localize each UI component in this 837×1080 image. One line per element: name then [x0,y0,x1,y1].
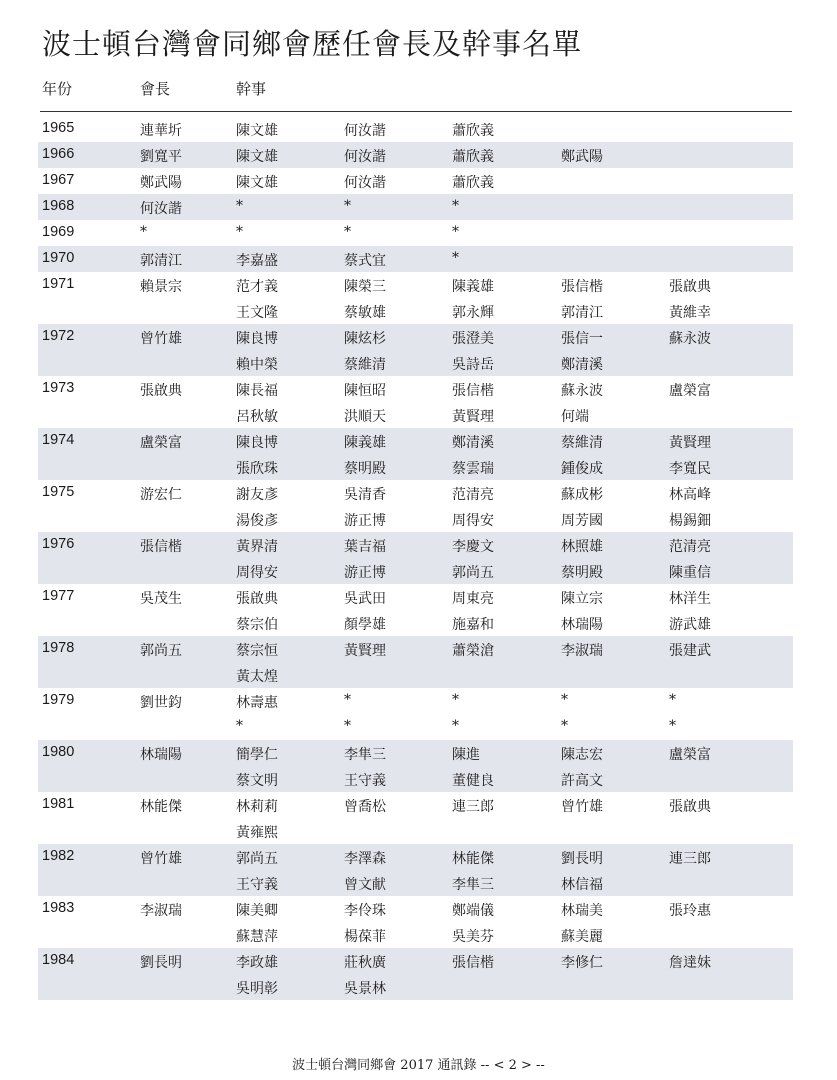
officer-cell: * [452,692,459,708]
officer-cell: 吳美芬 [452,929,494,945]
officer-cell: * [236,718,243,734]
officer-cell: 林能傑 [452,851,494,867]
officer-cell: * [452,718,459,734]
officer-cell: 李寬民 [669,461,711,477]
officer-cell: 吳景林 [344,981,386,997]
table-row [0,922,837,948]
officer-cell: * [236,224,243,240]
president-cell: 曾竹雄 [140,851,182,867]
officer-cell: 黃太煌 [236,669,278,685]
table-row [0,740,837,766]
officer-cell: 曾文献 [344,877,386,893]
table-row [0,350,837,376]
officer-cell: 黃賢理 [344,643,386,659]
table-row [0,636,837,662]
officer-cell: 陳義雄 [452,279,494,295]
year-block [0,740,837,792]
year-block [0,532,837,584]
table-row [0,376,837,402]
officer-cell: 吳武田 [344,591,386,607]
officer-cell: 陳文雄 [236,149,278,165]
year-cell: 1965 [42,120,75,136]
officer-cell: 張啟典 [669,279,711,295]
officer-cell: 周東亮 [452,591,494,607]
officer-cell: 林洋生 [669,591,711,607]
officer-cell: 陳恒昭 [344,383,386,399]
officer-cell: 許高文 [561,773,603,789]
officer-cell: 范才義 [236,279,278,295]
president-cell: 劉寬平 [140,149,182,165]
officer-cell: 李政雄 [236,955,278,971]
officer-cell: 蔡維清 [561,435,603,451]
officer-cell: 鄭端儀 [452,903,494,919]
officer-cell: 蔡雲瑞 [452,461,494,477]
officer-cell: 董健良 [452,773,494,789]
table-row [0,974,837,1000]
table-row [0,220,837,246]
table-row [0,142,837,168]
table-row [0,272,837,298]
officer-cell: 陳榮三 [344,279,386,295]
officer-cell: 蔡維清 [344,357,386,373]
year-block [0,688,837,740]
roster-table [0,116,837,1000]
president-cell: 曾竹雄 [140,331,182,347]
officer-cell: * [669,718,676,734]
officer-cell: 蘇美麗 [561,929,603,945]
column-header-officers: 幹事 [236,80,267,98]
officer-cell: 陳進 [452,747,480,763]
year-block [0,948,837,1000]
table-row [0,506,837,532]
table-row [0,116,837,142]
officer-cell: 蔡敏雄 [344,305,386,321]
officer-cell: 蕭欣義 [452,149,494,165]
year-block [0,844,837,896]
officer-cell: 郭永輝 [452,305,494,321]
officer-cell: 蘇永波 [561,383,603,399]
year-block [0,584,837,636]
officer-cell: 林瑞美 [561,903,603,919]
officer-cell: 周得安 [452,513,494,529]
officer-cell: 張信楷 [561,279,603,295]
officer-cell: 蔡明殿 [344,461,386,477]
year-cell: 1974 [42,432,75,448]
year-block [0,194,837,220]
officer-cell: 郭尚五 [236,851,278,867]
year-block [0,272,837,324]
year-block [0,324,837,376]
officer-cell: 張建武 [669,643,711,659]
table-row [0,480,837,506]
table-row [0,324,837,350]
officer-cell: 蔡宗伯 [236,617,278,633]
table-row [0,714,837,740]
president-cell: 吳茂生 [140,591,182,607]
officer-cell: 黃雍熙 [236,825,278,841]
officer-cell: 呂秋敏 [236,409,278,425]
officer-cell: 李嘉盛 [236,253,278,269]
officer-cell: 黃賢理 [452,409,494,425]
table-row [0,948,837,974]
officer-cell: * [669,692,676,708]
officer-cell: 黃界清 [236,539,278,555]
officer-cell: 葉吉福 [344,539,386,555]
year-block [0,636,837,688]
officer-cell: 楊錫鈿 [669,513,711,529]
president-cell: 劉長明 [140,955,182,971]
officer-cell: 蕭欣義 [452,123,494,139]
column-header-president: 會長 [140,80,171,98]
year-block [0,220,837,246]
year-cell: 1968 [42,198,75,214]
year-cell: 1984 [42,952,75,968]
officer-cell: 蘇永波 [669,331,711,347]
officer-cell: 曾竹雄 [561,799,603,815]
officer-cell: 鄭清溪 [561,357,603,373]
officer-cell: 林莉莉 [236,799,278,815]
president-cell: 張啟典 [140,383,182,399]
page-footer: 波士頓台灣同鄉會 2017 通訊錄 -- < 2 > -- [292,1058,545,1073]
officer-cell: 何汝諧 [344,149,386,165]
table-row [0,454,837,480]
officer-cell: 王文隆 [236,305,278,321]
year-block [0,376,837,428]
year-block [0,116,837,142]
table-row [0,844,837,870]
table-row [0,896,837,922]
officer-cell: 盧榮富 [669,383,711,399]
officer-cell: 何汝諧 [344,175,386,191]
officer-cell: 李隼三 [344,747,386,763]
officer-cell: 陳志宏 [561,747,603,763]
year-cell: 1969 [42,224,75,240]
officer-cell: 張信一 [561,331,603,347]
officer-cell: 陳良博 [236,435,278,451]
officer-cell: 吳明彰 [236,981,278,997]
officer-cell: * [344,692,351,708]
header-rule [40,111,792,112]
officer-cell: 鄭武陽 [561,149,603,165]
year-block [0,792,837,844]
table-row [0,168,837,194]
officer-cell: 張啟典 [236,591,278,607]
officer-cell: 陳長福 [236,383,278,399]
officer-cell: 游正博 [344,565,386,581]
table-row [0,584,837,610]
officer-cell: 王守義 [344,773,386,789]
officer-cell: 何汝諧 [344,123,386,139]
table-row [0,662,837,688]
president-cell: 郭清江 [140,253,182,269]
officer-cell: 盧榮富 [669,747,711,763]
officer-cell: 陳立宗 [561,591,603,607]
table-row [0,558,837,584]
table-row [0,610,837,636]
officer-cell: 蔡文明 [236,773,278,789]
president-cell: 李淑瑞 [140,903,182,919]
officer-cell: 張啟典 [669,799,711,815]
officer-cell: 游正博 [344,513,386,529]
officer-cell: 郭清江 [561,305,603,321]
year-block [0,896,837,948]
year-cell: 1977 [42,588,75,604]
table-row [0,688,837,714]
officer-cell: 吳清香 [344,487,386,503]
officer-cell: 范清亮 [669,539,711,555]
year-cell: 1978 [42,640,75,656]
president-cell: * [140,224,147,240]
year-cell: 1983 [42,900,75,916]
table-row [0,428,837,454]
president-cell: 張信楷 [140,539,182,555]
officer-cell: 蘇慧萍 [236,929,278,945]
officer-cell: 簡學仁 [236,747,278,763]
officer-cell: * [561,692,568,708]
officer-cell: 曾喬松 [344,799,386,815]
year-cell: 1970 [42,250,75,266]
officer-cell: 鍾俊成 [561,461,603,477]
officer-cell: 陳美卿 [236,903,278,919]
officer-cell: 李慶文 [452,539,494,555]
officer-cell: * [452,224,459,240]
year-block [0,246,837,272]
officer-cell: 楊葆菲 [344,929,386,945]
table-row [0,870,837,896]
officer-cell: 吳詩岳 [452,357,494,373]
officer-cell: 謝友彥 [236,487,278,503]
officer-cell: 林照雄 [561,539,603,555]
year-block [0,480,837,532]
year-cell: 1980 [42,744,75,760]
officer-cell: 林壽惠 [236,695,278,711]
officer-cell: 湯俊彥 [236,513,278,529]
officer-cell: 王守義 [236,877,278,893]
officer-cell: * [344,718,351,734]
year-cell: 1982 [42,848,75,864]
president-cell: 劉世鈞 [140,695,182,711]
page-title: 波士頓台灣會同鄉會歷任會長及幹事名單 [42,27,583,61]
officer-cell: * [561,718,568,734]
officer-cell: 蔡宗恒 [236,643,278,659]
year-cell: 1979 [42,692,75,708]
officer-cell: 范清亮 [452,487,494,503]
officer-cell: 李伶珠 [344,903,386,919]
officer-cell: 周得安 [236,565,278,581]
year-cell: 1967 [42,172,75,188]
officer-cell: 張信楷 [452,955,494,971]
officer-cell: 蘇成彬 [561,487,603,503]
officer-cell: 張欣珠 [236,461,278,477]
officer-cell: * [452,198,459,214]
president-cell: 何汝諧 [140,201,182,217]
president-cell: 郭尚五 [140,643,182,659]
officer-cell: 郭尚五 [452,565,494,581]
officer-cell: 蔡明殿 [561,565,603,581]
officer-cell: 連三郎 [669,851,711,867]
officer-cell: * [344,198,351,214]
officer-cell: 鄭清溪 [452,435,494,451]
year-cell: 1973 [42,380,75,396]
year-cell: 1971 [42,276,75,292]
officer-cell: 陳炫杉 [344,331,386,347]
president-cell: 游宏仁 [140,487,182,503]
officer-cell: 莊秋廣 [344,955,386,971]
president-cell: 林能傑 [140,799,182,815]
officer-cell: 李隼三 [452,877,494,893]
officer-cell: 蔡式宜 [344,253,386,269]
table-row [0,298,837,324]
officer-cell: 陳文雄 [236,123,278,139]
table-row [0,766,837,792]
officer-cell: 張玲惠 [669,903,711,919]
officer-cell: 林信福 [561,877,603,893]
president-cell: 盧榮富 [140,435,182,451]
president-cell: 林瑞陽 [140,747,182,763]
officer-cell: 李淑瑞 [561,643,603,659]
year-cell: 1966 [42,146,75,162]
officer-cell: * [236,198,243,214]
table-row [0,246,837,272]
president-cell: 鄭武陽 [140,175,182,191]
officer-cell: 李澤森 [344,851,386,867]
officer-cell: 詹達妹 [669,955,711,971]
officer-cell: 陳文雄 [236,175,278,191]
officer-cell: 施嘉和 [452,617,494,633]
officer-cell: * [452,250,459,266]
officer-cell: 李修仁 [561,955,603,971]
officer-cell: 周芳國 [561,513,603,529]
column-header-year: 年份 [42,80,73,98]
table-row [0,194,837,220]
president-cell: 賴景宗 [140,279,182,295]
officer-cell: 游武雄 [669,617,711,633]
officer-cell: 張澄美 [452,331,494,347]
year-cell: 1976 [42,536,75,552]
table-row [0,792,837,818]
officer-cell: 陳重信 [669,565,711,581]
officer-cell: 洪順天 [344,409,386,425]
year-block [0,428,837,480]
officer-cell: 連三郎 [452,799,494,815]
table-row [0,532,837,558]
table-row [0,402,837,428]
year-block [0,142,837,168]
officer-cell: 張信楷 [452,383,494,399]
table-row [0,818,837,844]
officer-cell: 黃賢理 [669,435,711,451]
officer-cell: 劉長明 [561,851,603,867]
officer-cell: 陳良博 [236,331,278,347]
year-cell: 1981 [42,796,75,812]
year-cell: 1975 [42,484,75,500]
president-cell: 連華圻 [140,123,182,139]
officer-cell: 何端 [561,409,589,425]
officer-cell: 蕭榮滄 [452,643,494,659]
officer-cell: 顏學雄 [344,617,386,633]
officer-cell: 林高峰 [669,487,711,503]
officer-cell: 陳義雄 [344,435,386,451]
year-cell: 1972 [42,328,75,344]
officer-cell: 林瑞陽 [561,617,603,633]
officer-cell: 黃維幸 [669,305,711,321]
officer-cell: 賴中榮 [236,357,278,373]
year-block [0,168,837,194]
officer-cell: 蕭欣義 [452,175,494,191]
officer-cell: * [344,224,351,240]
